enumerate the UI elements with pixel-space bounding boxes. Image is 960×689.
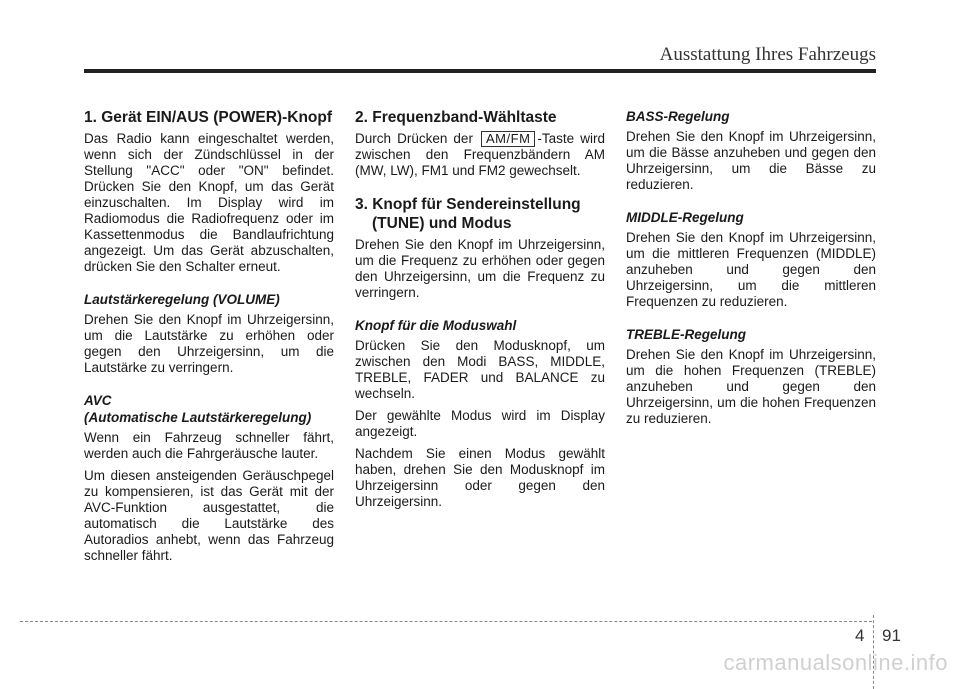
chapter-number: 4: [855, 626, 865, 645]
band-select-heading: 2. Frequenzband-Wähltaste: [355, 109, 557, 126]
volume-subheading: Lautstärkeregelung (VOLUME): [84, 292, 280, 307]
tune-knob-text: Drehen Sie den Knopf im Uhrzeigersinn, um die Frequenz zu erhöhen oder gegen den Uhrzeigersinn, um die Frequenz zu verringern.: [355, 237, 605, 300]
section-title: Ausstattung Ihres Fahrzeugs: [659, 44, 876, 65]
band-select-text: [355, 131, 605, 179]
tune-knob-heading: [355, 195, 605, 233]
column-left: [84, 108, 334, 570]
column-right: [626, 108, 876, 433]
tune-knob-heading-line2: (TUNE) und Modus: [372, 215, 512, 232]
avc-label: AVC: [84, 393, 112, 408]
band-select-text-pre: Durch Drücken der: [355, 131, 473, 146]
volume-text: Drehen Sie den Knopf im Uhrzeigersinn, um die Lautstärke zu erhöhen oder gegen den Uhrzeigersinn, um die Lautstärke zu verringern.: [84, 312, 334, 375]
mode-select-subheading: Knopf für die Moduswahl: [355, 318, 517, 333]
tune-knob-heading-line1: 3. Knopf für Sendereinstellung: [355, 196, 581, 213]
column-middle: [355, 108, 605, 516]
avc-description: (Automatische Lautstärkeregelung): [84, 410, 312, 425]
bass-subheading: BASS-Regelung: [626, 109, 730, 124]
mode-select-text-1: Drücken Sie den Modusknopf, um zwischen den Modi BASS, MIDDLE, TREBLE, FADER und BALANCE zu wechseln.: [355, 338, 605, 401]
watermark: carmanualsonline.info: [723, 650, 948, 675]
power-knob-heading: 1. Gerät EIN/AUS (POWER)-Knopf: [84, 109, 333, 126]
middle-subheading: MIDDLE-Regelung: [626, 210, 744, 225]
page-number: 91: [882, 626, 901, 645]
avc-text-1: Wenn ein Fahrzeug schneller fährt, werden auch die Fahrgeräusche lauter.: [84, 430, 334, 461]
treble-text: Drehen Sie den Knopf im Uhrzeigersinn, um die hohen Frequenzen (TREBLE) anzuheben und gegen den Uhrzeigersinn, um die hohen Frequenzen zu reduzieren.: [626, 347, 876, 426]
middle-text: Drehen Sie den Knopf im Uhrzeigersinn, um die mittleren Frequenzen (MIDDLE) anzuheben und gegen den Uhrzeigersinn, um die mittleren Frequenzen zu reduzieren.: [626, 230, 876, 309]
band-select-text-post: -Taste wird zwischen den Frequenzbändern AM (MW, LW), FM1 und FM2 gewechselt.: [355, 131, 605, 178]
avc-text-2: Um diesen ansteigenden Geräuschpegel zu kompensieren, ist das Gerät mit der AVC-Funktion ausgestattet, die automatisch die Lautstärke des Autoradios anhebt, wenn das Fahrzeug schneller fährt.: [84, 468, 334, 563]
am-fm-key-label: AM/FM: [481, 131, 535, 147]
footer-rule: [20, 621, 872, 622]
mode-select-text-3: Nachdem Sie einen Modus gewählt haben, drehen Sie den Modusknopf im Uhrzeigersinn oder gegen den Uhrzeigersinn.: [355, 446, 605, 509]
avc-subheading: [84, 392, 334, 426]
mode-select-text-2: Der gewählte Modus wird im Display angezeigt.: [355, 408, 605, 439]
power-knob-text: Das Radio kann eingeschaltet werden, wenn sich der Zündschlüssel in der Stellung "ACC" oder "ON" befindet. Drücken Sie den Knopf, um das Gerät einzuschalten. Im Display wird im Radiomodus die Radiofrequenz oder im Kassettenmodus die Bandlaufrichtung angezeigt. Um das Gerät abzuschalten, drücken Sie den Schalter erneut.: [84, 131, 334, 274]
bass-text: Drehen Sie den Knopf im Uhrzeigersinn, um die Bässe anzuheben und gegen den Uhrzeigersinn, um die Bässe zu reduzieren.: [626, 129, 876, 192]
treble-subheading: TREBLE-Regelung: [626, 327, 746, 342]
header-rule: [84, 69, 876, 73]
